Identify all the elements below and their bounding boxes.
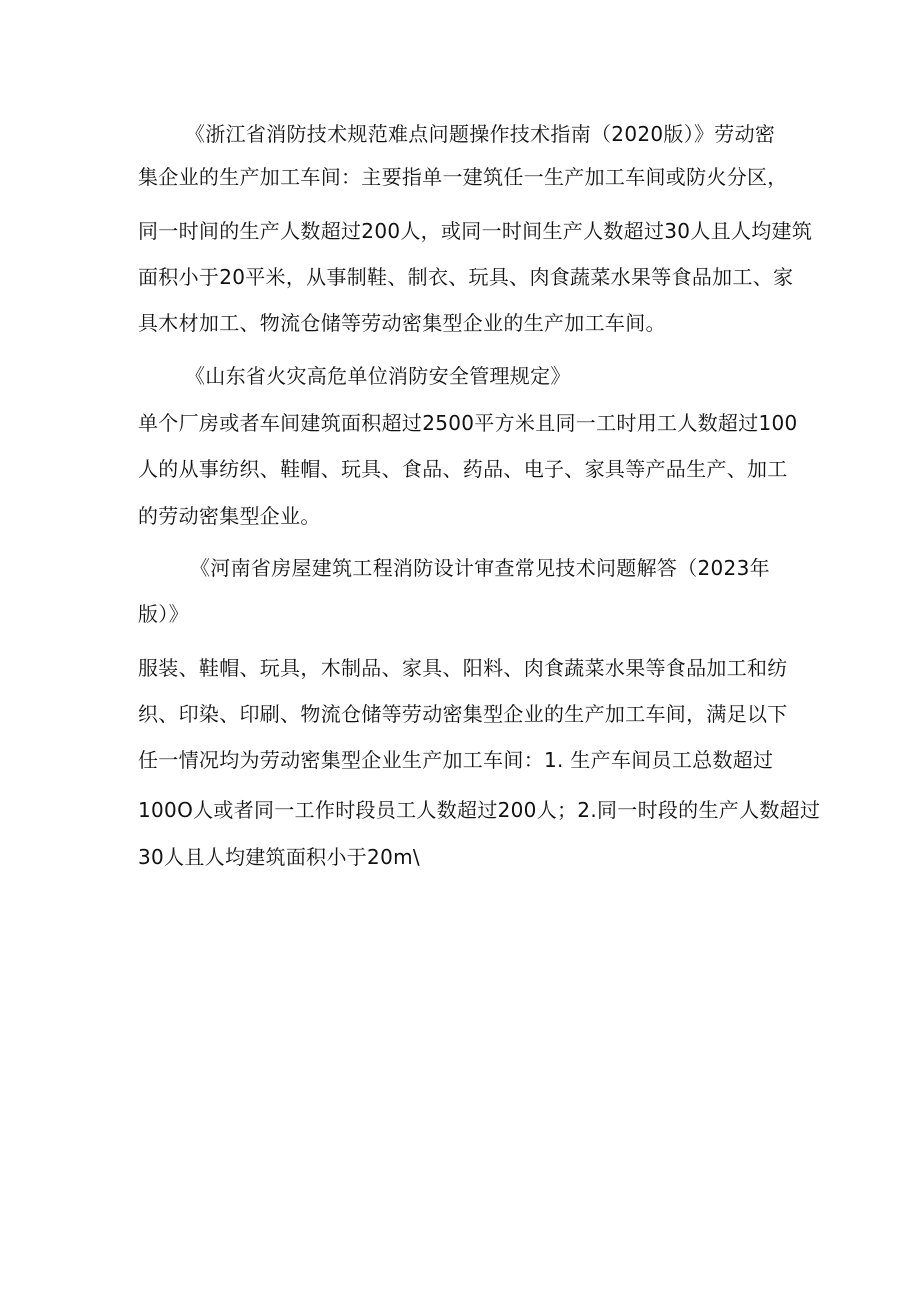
shandong-body-line-1: 单个厂房或者车间建筑面积超过2500平方米且同一工时用工人数超过100 xyxy=(138,411,798,435)
henan-body-line-5: 30人且人均建筑面积小于20m\ xyxy=(138,845,420,869)
zhejiang-body-line-2: 同一时间的生产人数超过200人，或同一时间生产人数超过30人且人均建筑 xyxy=(138,219,813,243)
zhejiang-body-line-1: 集企业的生产加工车间：主要指单一建筑任一生产加工车间或防火分区， xyxy=(138,165,788,189)
shandong-body-line-3: 的劳动密集型企业。 xyxy=(138,504,321,528)
shandong-title-line-1: 《山东省火灾高危单位消防安全管理规定》 xyxy=(185,364,571,388)
henan-body-line-2: 织、印染、印刷、物流仓储等劳动密集型企业的生产加工车间，满足以下 xyxy=(138,702,788,726)
henan-body-line-3: 任一情况均为劳动密集型企业生产加工车间：1. 生产车间员工总数超过 xyxy=(138,748,774,772)
henan-body-line-4: 100O人或者同一工作时段员工人数超过200人；2.同一时段的生产人数超过 xyxy=(138,798,821,822)
zhejiang-body-line-4: 具木材加工、物流仓储等劳动密集型企业的生产加工车间。 xyxy=(138,311,666,335)
shandong-body-line-2: 人的从事纺织、鞋帽、玩具、食品、药品、电子、家具等产品生产、加工 xyxy=(138,457,788,481)
zhejiang-body-line-3: 面积小于20平米，从事制鞋、制衣、玩具、肉食蔬菜水果等食品加工、家 xyxy=(138,265,794,289)
zhejiang-title-line-1: 《浙江省消防技术规范难点问题操作技术指南（2020版）》劳动密 xyxy=(185,122,776,146)
henan-title-line-1: 《河南省房屋建筑工程消防设计审查常见技术问题解答（2023年 xyxy=(190,556,770,580)
henan-title-line-2: 版）》 xyxy=(138,602,189,626)
henan-body-line-1: 服装、鞋帽、玩具，木制品、家具、阳料、肉食蔬菜水果等食品加工和纺 xyxy=(138,656,788,680)
